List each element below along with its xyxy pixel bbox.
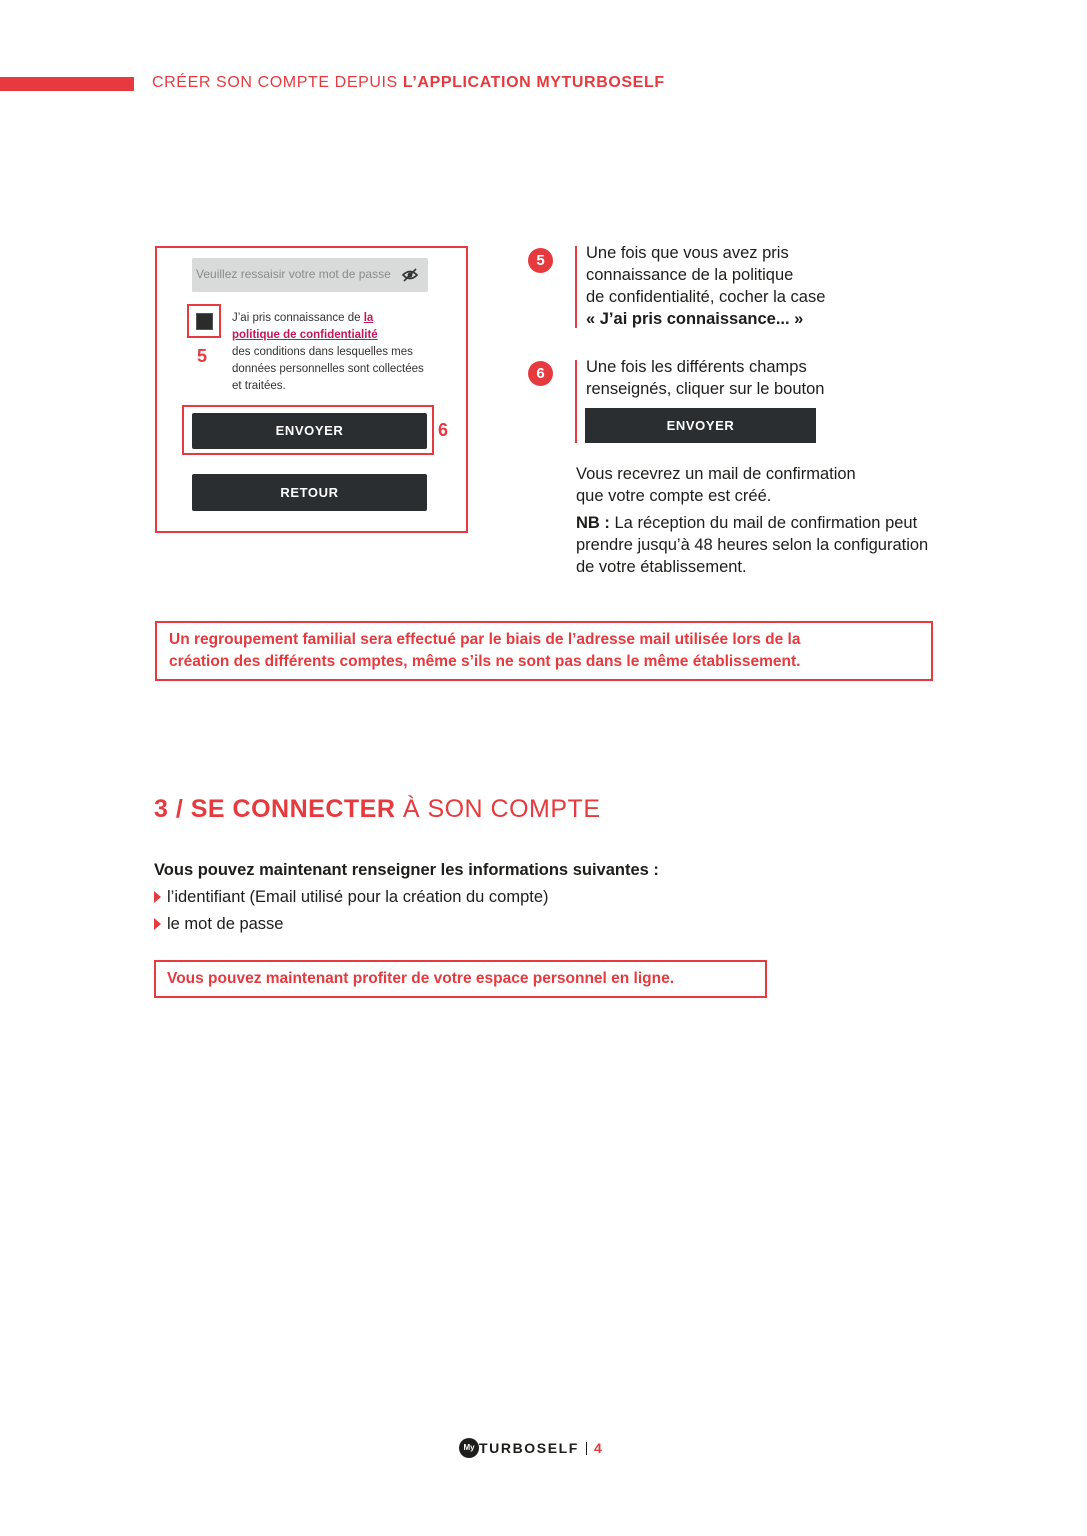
privacy-policy-link[interactable]: politique de confidentialité bbox=[232, 329, 378, 341]
consent-label: J’ai pris connaissance de la politique de confidentialité des conditions dans lesquelles mes données personnelles sont collectées et traitées. bbox=[232, 312, 424, 392]
family-grouping-notice: Un regroupement familial sera effectué par le biais de l’adresse mail utilisée lors de la création des différents comptes, même s’ils ne sont pas dans le même établissement. bbox=[155, 621, 933, 681]
section-title: 3 / SE CONNECTER À SON COMPTE bbox=[154, 795, 601, 823]
app-screenshot-mockup bbox=[155, 246, 468, 533]
myturboself-logo-word: TURBOSELF bbox=[479, 1440, 579, 1456]
marker-5: 5 bbox=[197, 346, 208, 366]
marker-6: 6 bbox=[438, 420, 449, 440]
consent-checkbox-highlight bbox=[187, 304, 221, 338]
bullet-arrow-icon bbox=[154, 891, 161, 903]
bullet-arrow-icon bbox=[154, 918, 161, 930]
step-5-divider bbox=[575, 246, 577, 328]
eye-off-icon[interactable] bbox=[402, 268, 418, 282]
header-title: CRÉER SON COMPTE DEPUIS L’APPLICATION MYTURBOSELF bbox=[152, 74, 665, 91]
section-lead: Vous pouvez maintenant renseigner les informations suivantes : bbox=[154, 861, 659, 879]
myturboself-logo-badge: My bbox=[459, 1438, 479, 1458]
step-6-badge: 6 bbox=[528, 361, 553, 386]
list-item: le mot de passe bbox=[154, 915, 283, 934]
personal-space-notice: Vous pouvez maintenant profiter de votre espace personnel en ligne. bbox=[154, 960, 767, 998]
mockup-back-button[interactable]: RETOUR bbox=[192, 474, 427, 511]
consent-checkbox[interactable] bbox=[196, 313, 213, 330]
step-6-text: Une fois les différents champs renseignés, cliquer sur le bouton bbox=[586, 358, 825, 398]
step-5-badge: 5 bbox=[528, 248, 553, 273]
nb-note: NB : La réception du mail de confirmation peut prendre jusqu’à 48 heures selon la configuration de votre établissement. bbox=[576, 514, 929, 576]
step-6-divider bbox=[575, 360, 577, 443]
step-5-text: Une fois que vous avez pris connaissance de la politique de confidentialité, cocher la case « J’ai pris connaissance... » bbox=[586, 244, 826, 328]
send-button-illustration: ENVOYER bbox=[585, 408, 816, 443]
confirmation-text: Vous recevrez un mail de confirmation que votre compte est créé. bbox=[576, 465, 856, 505]
footer bbox=[459, 1438, 602, 1460]
header-accent-bar bbox=[0, 77, 134, 91]
footer-separator bbox=[586, 1442, 587, 1455]
password-confirm-input[interactable]: Veuillez ressaisir votre mot de passe bbox=[192, 258, 428, 292]
mockup-send-button[interactable]: ENVOYER bbox=[192, 413, 427, 449]
list-item: l’identifiant (Email utilisé pour la création du compte) bbox=[154, 888, 549, 907]
privacy-link-la[interactable]: la bbox=[363, 312, 374, 324]
page-number: 4 bbox=[593, 1440, 602, 1456]
